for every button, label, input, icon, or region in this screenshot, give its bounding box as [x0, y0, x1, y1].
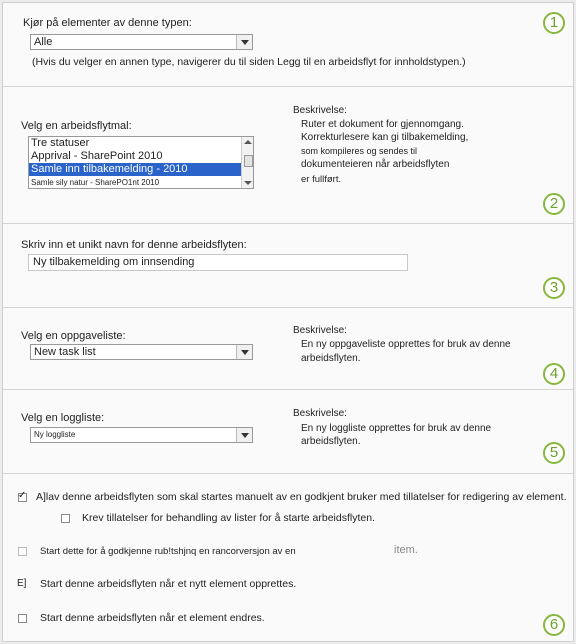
template-option[interactable]: Samle sily natur - SharePO1nt 2010 — [31, 178, 160, 187]
template-description-title: Beskrivelse: — [293, 105, 347, 116]
task-list-value: New task list — [34, 346, 96, 358]
history-list-description-title: Beskrivelse: — [293, 408, 347, 419]
content-type-select[interactable] — [30, 34, 253, 50]
step-number-6: 6 — [543, 614, 565, 636]
change-start-checkbox[interactable] — [18, 614, 27, 623]
approval-start-label: Start dette for å godkjenne rub!tshjnq en rancorversjon av en — [40, 546, 296, 557]
step-number-2: 2 — [543, 193, 565, 215]
template-description-line: som kompileres og sendes til — [301, 146, 418, 156]
content-type-hint: (Hvis du velger en annen type, navigerer du til siden Legg til en arbeidsflyt for innholdstypen.) — [32, 56, 466, 68]
section-template — [3, 87, 573, 224]
task-list-label: Velg en oppgaveliste: — [21, 330, 126, 342]
template-description-line: Korrekturlesere kan gi tilbakemelding, — [301, 132, 469, 143]
history-list-description-line: arbeidsflyten. — [301, 436, 361, 447]
create-start-label: Start denne arbeidsflyten når et nytt element opprettes. — [40, 578, 297, 590]
template-scrollbar[interactable] — [241, 137, 253, 188]
workflow-name-input[interactable]: Ny tilbakemelding om innsending — [28, 254, 408, 271]
history-list-description-line: En ny loggliste opprettes for bruk av denne — [301, 423, 492, 434]
manual-start-checkbox[interactable] — [18, 493, 27, 502]
template-description-line: dokumenteieren når arbeidsflyten — [301, 159, 450, 170]
template-description-line: er fullført. — [301, 174, 342, 185]
section-task-list — [3, 308, 573, 390]
task-list-description-line: En ny oppgaveliste opprettes for bruk av denne — [301, 339, 511, 350]
create-start-marker[interactable]: E] — [17, 578, 27, 589]
require-permissions-checkbox[interactable] — [61, 514, 70, 523]
task-list-select[interactable] — [30, 344, 253, 360]
change-start-label: Start denne arbeidsflyten når et element endres. — [40, 612, 265, 624]
history-list-select[interactable] — [30, 427, 253, 443]
content-type-value: Alle — [34, 36, 53, 48]
scroll-thumb[interactable] — [244, 155, 253, 167]
section-history-list — [3, 390, 573, 474]
template-description-line: Ruter et dokument for gjennomgang. — [301, 119, 464, 130]
require-permissions-label: Krev tillatelser for behandling av lister for å starte arbeidsflyten. — [82, 512, 375, 524]
manual-start-label: A]lav denne arbeidsflyten som skal startes manuelt av en godkjent bruker med tillatelser for redigering av element. — [36, 491, 567, 503]
chevron-down-icon[interactable] — [236, 428, 252, 442]
template-option-selected[interactable]: Samle inn tilbakemelding - 2010 — [29, 163, 253, 176]
scroll-up-icon[interactable] — [244, 140, 252, 144]
template-option[interactable]: Apprival - SharePoint 2010 — [31, 150, 163, 162]
chevron-down-icon[interactable] — [236, 35, 252, 49]
scroll-down-icon[interactable] — [244, 181, 252, 185]
task-list-description-title: Beskrivelse: — [293, 325, 347, 336]
workflow-settings-form — [2, 2, 574, 642]
step-number-4: 4 — [543, 363, 565, 385]
template-listbox[interactable] — [28, 136, 254, 189]
section-name — [3, 224, 573, 308]
task-list-description-line: arbeidsflyten. — [301, 353, 361, 364]
history-list-label: Velg en loggliste: — [21, 412, 105, 424]
step-number-5: 5 — [543, 442, 565, 464]
approval-start-checkbox[interactable] — [18, 547, 27, 556]
template-option[interactable]: Tre statuser — [31, 137, 90, 149]
step-number-3: 3 — [543, 277, 565, 299]
approval-start-suffix: item. — [394, 544, 418, 556]
template-label: Velg en arbeidsflytmal: — [21, 120, 132, 132]
section-content-type — [3, 3, 573, 87]
history-list-value: Ny loggliste — [34, 430, 76, 439]
section-start-options — [3, 474, 573, 641]
chevron-down-icon[interactable] — [236, 345, 252, 359]
content-type-label: Kjør på elementer av denne typen: — [23, 17, 192, 29]
step-number-1: 1 — [543, 12, 565, 34]
workflow-name-label: Skriv inn et unikt navn for denne arbeidsflyten: — [21, 239, 247, 251]
